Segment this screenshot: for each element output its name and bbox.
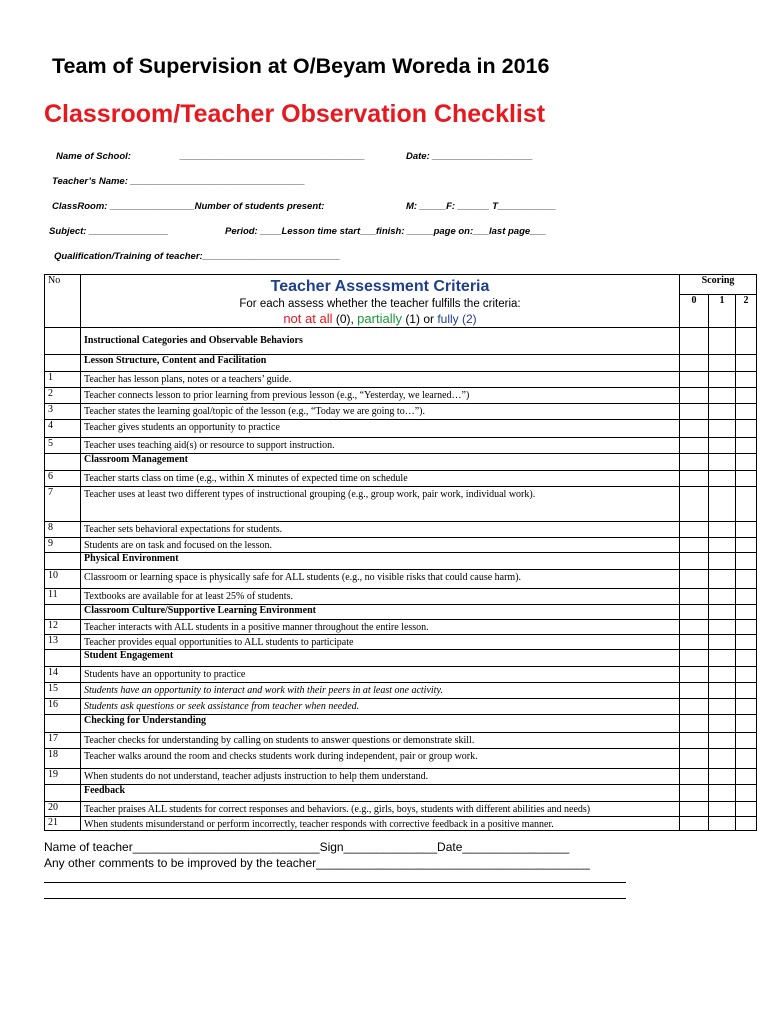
score-2-cell[interactable] xyxy=(736,733,757,749)
score-1-cell[interactable] xyxy=(709,817,736,831)
section-row xyxy=(45,785,757,802)
criteria-row xyxy=(45,683,757,699)
score-0-cell[interactable] xyxy=(680,388,709,404)
score-2-cell[interactable] xyxy=(736,388,757,404)
criteria-row xyxy=(45,733,757,749)
score-2-cell[interactable] xyxy=(736,570,757,589)
criteria-number: 7 xyxy=(45,487,81,522)
criteria-text: Students are on task and focused on the lesson. xyxy=(81,538,680,553)
categories-label: Instructional Categories and Observable Behaviors xyxy=(81,328,680,355)
criteria-number: 1 xyxy=(45,372,81,388)
score-0-cell[interactable] xyxy=(680,733,709,749)
section-row xyxy=(45,715,757,733)
score-0-cell[interactable] xyxy=(680,372,709,388)
section-score-cell xyxy=(680,715,709,733)
scale-partially: partially xyxy=(357,311,402,326)
criteria-row xyxy=(45,372,757,388)
criteria-number: 11 xyxy=(45,589,81,605)
score-2-cell[interactable] xyxy=(736,420,757,438)
section-number-cell xyxy=(45,715,81,733)
criteria-row xyxy=(45,404,757,420)
score-2-cell[interactable] xyxy=(736,817,757,831)
criteria-row xyxy=(45,635,757,650)
criteria-text: Students have an opportunity to interact and work with their peers in at least one activity. xyxy=(81,683,680,699)
qualification-field[interactable]: Qualification/Training of teacher:__________________________ xyxy=(54,251,341,262)
score-2-cell[interactable] xyxy=(736,620,757,635)
score-1-cell[interactable] xyxy=(709,683,736,699)
score-0-cell[interactable] xyxy=(680,749,709,769)
criteria-text: Textbooks are available for at least 25% of students. xyxy=(81,589,680,605)
criteria-text: When students misunderstand or perform incorrectly, teacher responds with corrective feedback in a positive manner. xyxy=(81,817,680,831)
score-2-cell[interactable] xyxy=(736,699,757,715)
criteria-number: 16 xyxy=(45,699,81,715)
score-1-cell[interactable] xyxy=(709,620,736,635)
score-0-cell[interactable] xyxy=(680,817,709,831)
criteria-text: Teacher interacts with ALL students in a positive manner throughout the entire lesson. xyxy=(81,620,680,635)
section-number-cell xyxy=(45,454,81,471)
score-0-cell[interactable] xyxy=(680,570,709,589)
section-score-cell xyxy=(680,454,709,471)
score-2-cell[interactable] xyxy=(736,667,757,683)
section-title: Student Engagement xyxy=(81,650,680,667)
team-title: Team of Supervision at O/Beyam Woreda in 2016 xyxy=(52,54,550,78)
score-2-header: 2 xyxy=(736,295,757,328)
subject-field[interactable]: Subject: _______________ xyxy=(49,226,169,237)
section-number-cell xyxy=(45,605,81,620)
criteria-text: Teacher praises ALL students for correct responses and behaviors. (e.g., girls, boys, students with different abilities and needs) xyxy=(81,802,680,817)
assessment-table xyxy=(44,274,757,831)
score-0-cell[interactable] xyxy=(680,438,709,454)
criteria-text: Teacher sets behavioral expectations for students. xyxy=(81,522,680,538)
no-header: No xyxy=(45,275,81,328)
section-score-cell xyxy=(680,605,709,620)
criteria-text: Teacher walks around the room and checks students work during independent, pair or group work. xyxy=(81,749,680,769)
criteria-row xyxy=(45,388,757,404)
criteria-row xyxy=(45,487,757,522)
section-number-cell xyxy=(45,355,81,372)
score-1-cell[interactable] xyxy=(709,570,736,589)
score-2-cell[interactable] xyxy=(736,769,757,785)
section-number-cell xyxy=(45,650,81,667)
section-title: Classroom Management xyxy=(81,454,680,471)
criteria-row xyxy=(45,667,757,683)
scoring-header: Scoring xyxy=(680,275,757,295)
section-title: Lesson Structure, Content and Facilitation xyxy=(81,355,680,372)
criteria-number: 6 xyxy=(45,471,81,487)
criteria-text: When students do not understand, teacher adjusts instruction to help them understand. xyxy=(81,769,680,785)
date-field[interactable]: Date: ___________________ xyxy=(406,151,533,162)
score-1-cell[interactable] xyxy=(709,522,736,538)
score-2-cell[interactable] xyxy=(736,471,757,487)
section-score-cell xyxy=(709,785,736,802)
criteria-number: 13 xyxy=(45,635,81,650)
criteria-row xyxy=(45,420,757,438)
section-score-cell xyxy=(736,785,757,802)
section-row xyxy=(45,650,757,667)
section-score-cell xyxy=(680,553,709,570)
criteria-row xyxy=(45,570,757,589)
criteria-row xyxy=(45,817,757,831)
criteria-row xyxy=(45,522,757,538)
section-score-cell xyxy=(709,355,736,372)
section-title: Physical Environment xyxy=(81,553,680,570)
criteria-row xyxy=(45,438,757,454)
criteria-title: Teacher Assessment Criteria xyxy=(270,278,490,295)
section-score-cell xyxy=(736,715,757,733)
score-2-cell[interactable] xyxy=(736,487,757,522)
section-row xyxy=(45,605,757,620)
scale-fully: fully (2) xyxy=(437,312,477,326)
criteria-text: Teacher starts class on time (e.g., within X minutes of expected time on schedule xyxy=(81,471,680,487)
criteria-header xyxy=(81,275,680,328)
section-row xyxy=(45,454,757,471)
section-row xyxy=(45,355,757,372)
comment-blank-line-2[interactable] xyxy=(44,898,626,899)
criteria-text: Teacher states the learning goal/topic of the lesson (e.g., “Today we are going to…”). xyxy=(81,404,680,420)
section-number-cell xyxy=(45,785,81,802)
section-score-cell xyxy=(736,650,757,667)
section-title: Feedback xyxy=(81,785,680,802)
school-name-blank[interactable]: ___________________________________ xyxy=(180,151,365,162)
score-1-cell[interactable] xyxy=(709,699,736,715)
section-score-cell xyxy=(680,650,709,667)
score-2-cell[interactable] xyxy=(736,683,757,699)
score-0-cell[interactable] xyxy=(680,769,709,785)
section-score-cell xyxy=(736,454,757,471)
classroom-field[interactable]: ClassRoom: ________________Number of students present: xyxy=(52,201,325,212)
score-1-cell[interactable] xyxy=(709,769,736,785)
score-1-cell[interactable] xyxy=(709,487,736,522)
score-1-cell[interactable] xyxy=(709,589,736,605)
criteria-text: Teacher has lesson plans, notes or a teachers’ guide. xyxy=(81,372,680,388)
criteria-number: 9 xyxy=(45,538,81,553)
criteria-row xyxy=(45,749,757,769)
criteria-row xyxy=(45,802,757,817)
criteria-number: 15 xyxy=(45,683,81,699)
period-field[interactable]: Period: ____Lesson time start___finish: _____page on:___last page___ xyxy=(225,226,547,237)
scale-not-at-all: not at all xyxy=(283,311,333,326)
scale-one: (1) or xyxy=(405,312,434,326)
criteria-row xyxy=(45,699,757,715)
section-score-cell xyxy=(680,355,709,372)
comment-blank-line-1[interactable] xyxy=(44,882,626,883)
score-1-cell[interactable] xyxy=(709,420,736,438)
score-1-cell[interactable] xyxy=(709,388,736,404)
score-2-cell[interactable] xyxy=(736,635,757,650)
teacher-name-field[interactable]: Teacher’s Name: _________________________________ xyxy=(52,176,305,187)
score-2-cell[interactable] xyxy=(736,749,757,769)
score-2-cell[interactable] xyxy=(736,538,757,553)
teacher-signature-line[interactable]: Name of teacher____________________________Sign______________Date________________ xyxy=(44,840,570,854)
score-0-cell[interactable] xyxy=(680,471,709,487)
criteria-text: Students have an opportunity to practice xyxy=(81,667,680,683)
checklist-title: Classroom/Teacher Observation Checklist xyxy=(44,100,546,128)
section-score-cell xyxy=(680,785,709,802)
score-2-cell[interactable] xyxy=(736,589,757,605)
section-score-cell xyxy=(709,715,736,733)
score-0-header: 0 xyxy=(680,295,709,328)
section-score-cell xyxy=(736,355,757,372)
criteria-number: 12 xyxy=(45,620,81,635)
score-1-cell[interactable] xyxy=(709,438,736,454)
section-score-cell xyxy=(736,605,757,620)
score-0-cell[interactable] xyxy=(680,487,709,522)
score-0-cell[interactable] xyxy=(680,589,709,605)
criteria-row xyxy=(45,620,757,635)
score-2-cell[interactable] xyxy=(736,404,757,420)
score-2-cell[interactable] xyxy=(736,522,757,538)
section-score-cell xyxy=(709,553,736,570)
section-score-cell xyxy=(709,650,736,667)
criteria-number: 19 xyxy=(45,769,81,785)
section-number-cell xyxy=(45,553,81,570)
section-score-cell xyxy=(709,454,736,471)
score-2-cell[interactable] xyxy=(736,372,757,388)
criteria-number: 17 xyxy=(45,733,81,749)
score-1-cell[interactable] xyxy=(709,372,736,388)
criteria-text: Teacher uses teaching aid(s) or resource to support instruction. xyxy=(81,438,680,454)
section-score-cell xyxy=(709,605,736,620)
criteria-row xyxy=(45,769,757,785)
section-title: Checking for Understanding xyxy=(81,715,680,733)
scale-zero: (0), xyxy=(335,312,354,326)
criteria-text: Teacher uses at least two different types of instructional grouping (e.g., group work, pair work, individual work). xyxy=(81,487,680,522)
criteria-text: Teacher provides equal opportunities to ALL students to participate xyxy=(81,635,680,650)
score-2-cell[interactable] xyxy=(736,802,757,817)
score-0-cell[interactable] xyxy=(680,538,709,553)
school-name-label: Name of School: xyxy=(56,151,131,162)
section-row xyxy=(45,553,757,570)
criteria-number: 21 xyxy=(45,817,81,831)
score-0-cell[interactable] xyxy=(680,620,709,635)
score-1-cell[interactable] xyxy=(709,635,736,650)
criteria-instruction: For each assess whether the teacher fulfills the criteria: xyxy=(239,298,521,310)
score-0-cell[interactable] xyxy=(680,683,709,699)
criteria-number: 3 xyxy=(45,404,81,420)
score-1-cell[interactable] xyxy=(709,404,736,420)
criteria-text: Teacher connects lesson to prior learning from previous lesson (e.g., “Yesterday, we learned…”) xyxy=(81,388,680,404)
criteria-number: 18 xyxy=(45,749,81,769)
score-1-cell[interactable] xyxy=(709,802,736,817)
criteria-row xyxy=(45,589,757,605)
comments-line[interactable]: Any other comments to be improved by the teacher_________________________________________ xyxy=(44,856,590,870)
score-0-cell[interactable] xyxy=(680,420,709,438)
score-0-cell[interactable] xyxy=(680,802,709,817)
score-1-cell[interactable] xyxy=(709,471,736,487)
criteria-text: Teacher gives students an opportunity to practice xyxy=(81,420,680,438)
score-2-cell[interactable] xyxy=(736,438,757,454)
score-1-cell[interactable] xyxy=(709,749,736,769)
criteria-number: 5 xyxy=(45,438,81,454)
criteria-row xyxy=(45,538,757,553)
criteria-number: 8 xyxy=(45,522,81,538)
criteria-number: 2 xyxy=(45,388,81,404)
score-0-cell[interactable] xyxy=(680,522,709,538)
criteria-number: 20 xyxy=(45,802,81,817)
score-1-header: 1 xyxy=(709,295,736,328)
criteria-number: 4 xyxy=(45,420,81,438)
criteria-text: Teacher checks for understanding by calling on students to answer questions or demonstrate skill. xyxy=(81,733,680,749)
score-1-cell[interactable] xyxy=(709,538,736,553)
section-score-cell xyxy=(736,553,757,570)
score-1-cell[interactable] xyxy=(709,667,736,683)
criteria-text: Students ask questions or seek assistance from teacher when needed. xyxy=(81,699,680,715)
score-1-cell[interactable] xyxy=(709,733,736,749)
score-0-cell[interactable] xyxy=(680,667,709,683)
score-0-cell[interactable] xyxy=(680,404,709,420)
criteria-row xyxy=(45,471,757,487)
gender-count-field[interactable]: M: _____F: ______ T___________ xyxy=(406,201,557,212)
section-title: Classroom Culture/Supportive Learning Environment xyxy=(81,605,680,620)
criteria-number: 14 xyxy=(45,667,81,683)
criteria-text: Classroom or learning space is physically safe for ALL students (e.g., no visible risks that could cause harm). xyxy=(81,570,680,589)
rating-scale xyxy=(84,311,676,327)
score-0-cell[interactable] xyxy=(680,635,709,650)
score-0-cell[interactable] xyxy=(680,699,709,715)
criteria-number: 10 xyxy=(45,570,81,589)
